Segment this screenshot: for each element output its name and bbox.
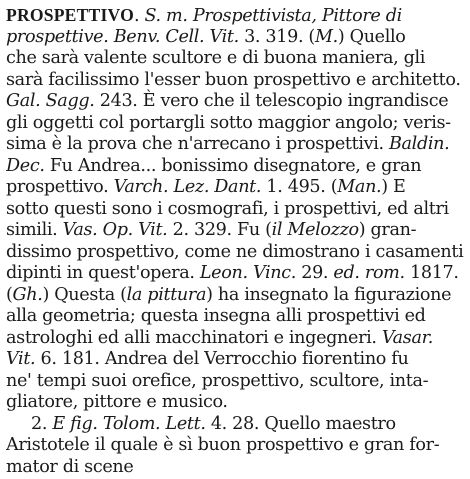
italic-text: E fig. Tolom. Lett.: [52, 413, 206, 434]
text-segment: 3. 319. (: [238, 26, 315, 47]
headword: PROSPETTIVO: [6, 5, 134, 25]
text-segment: sarà facilissimo l'esser buon prospettivo e architetto.: [6, 69, 461, 90]
text-segment: 1817.: [404, 263, 459, 283]
text-line: [6, 390, 464, 414]
text-segment: Fu Andrea... bonissimo disegnatore, e gran: [44, 155, 422, 176]
text-line: [6, 3, 464, 27]
text-segment: astrologhi ed alli macchinatori e ingegneri.: [6, 327, 382, 348]
text-segment: sotto questi sono i cosmografi, i prospettivi, ed altri: [6, 198, 449, 219]
text-segment: che sarà valente scultore e di buona maniera, gli: [6, 48, 426, 68]
italic-text: S. m. Prospettivista, Pittore di: [144, 6, 402, 26]
italic-text: Varch. Lez. Dant.: [113, 177, 262, 197]
text-segment: dipinti in quest'opera.: [6, 263, 200, 283]
text-segment: prospettivo.: [6, 177, 114, 197]
text-line: [6, 218, 464, 242]
text-segment: .: [133, 6, 145, 26]
italic-text: M.: [314, 26, 338, 47]
text-line: [6, 175, 464, 199]
text-line: [6, 455, 464, 479]
text-segment: 2.: [31, 413, 53, 434]
text-line: [6, 68, 464, 92]
text-segment: 1. 495. (: [261, 177, 338, 197]
italic-text: prospettive. Benv. Cell. Vit.: [6, 26, 239, 47]
text-segment: dissimo prospettivo, come ne dimostrano i casamenti: [6, 241, 464, 262]
text-line: [6, 132, 464, 156]
text-segment: gli oggetti col portargli sotto maggior angolo; veris-: [6, 112, 451, 133]
italic-text: Man.: [337, 177, 382, 197]
text-segment: ) Quello: [337, 26, 406, 47]
italic-text: Gal. Sagg.: [6, 91, 95, 111]
text-segment: (: [6, 284, 13, 305]
text-line: [6, 240, 464, 264]
text-line: [6, 111, 464, 135]
text-line: [6, 304, 464, 328]
text-segment: alla geometria; questa insegna alli prospettivi ed: [6, 306, 426, 326]
text-line: [6, 89, 464, 113]
text-line: [6, 197, 464, 221]
italic-text: Gh.: [12, 284, 43, 305]
text-segment: gliatore, pittore e musico.: [6, 392, 228, 412]
text-segment: ) Questa (: [42, 284, 127, 305]
italic-text: il Melozzo: [271, 220, 359, 240]
text-segment: mator di scene: [6, 456, 134, 477]
text-line: [31, 412, 464, 436]
text-segment: 4. 28. Quello maestro: [205, 413, 396, 434]
text-line: [6, 369, 464, 393]
italic-text: Dec.: [6, 155, 45, 176]
text-segment: 29.: [296, 263, 334, 283]
text-line: [6, 347, 464, 371]
text-segment: 6. 181. Andrea del Verrocchio fiorentino fu: [35, 349, 409, 369]
text-segment: sima è la prova che n'arrecano i prospettivi.: [6, 134, 389, 154]
text-line: [6, 261, 464, 285]
text-segment: 2. 329. Fu (: [167, 220, 272, 240]
text-line: [6, 25, 464, 49]
text-line: [6, 283, 464, 307]
italic-text: la pittura: [126, 284, 207, 305]
text-segment: ) ha insegnato la figurazione: [206, 284, 452, 305]
italic-text: Vasar.: [381, 327, 433, 348]
text-segment: ) E: [381, 177, 406, 197]
text-segment: Aristotele il quale è sì buon prospettivo e gran for-: [6, 435, 440, 455]
italic-text: Baldin.: [388, 134, 450, 154]
text-line: [6, 46, 464, 70]
italic-text: Vit.: [6, 349, 36, 369]
italic-text: Leon. Vinc.: [199, 263, 296, 283]
italic-text: ed. rom.: [333, 263, 405, 283]
text-segment: simili.: [6, 220, 63, 240]
text-line: [6, 433, 464, 457]
text-line: [6, 154, 464, 178]
text-segment: 243. È vero che il telescopio ingrandisce: [94, 91, 449, 111]
italic-text: Vas. Op. Vit.: [62, 220, 168, 240]
text-line: [6, 326, 464, 350]
text-segment: ) gran-: [358, 220, 417, 240]
text-segment: ne' tempi suoi orefice, prospettivo, scultore, inta-: [6, 370, 429, 391]
